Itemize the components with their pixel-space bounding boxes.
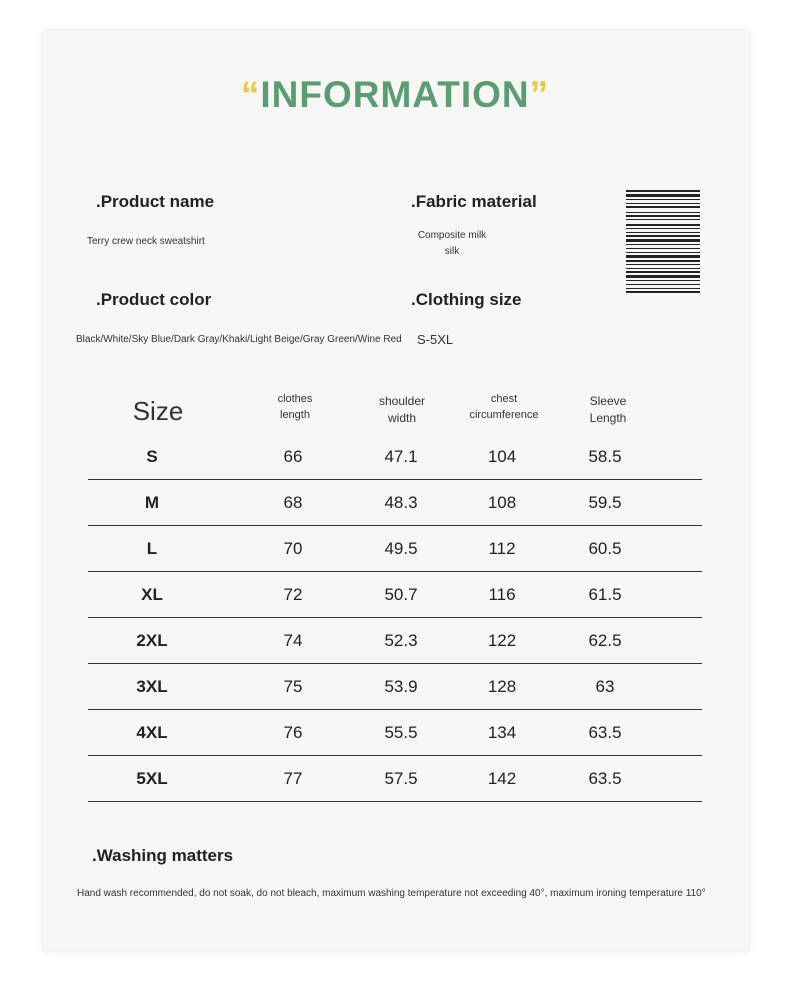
header-shoulder-width	[362, 393, 442, 427]
barcode-bar	[626, 248, 700, 249]
cell-chest: 122	[432, 618, 572, 664]
table-row	[88, 618, 702, 664]
cell-spacer	[638, 480, 702, 526]
title-text: INFORMATION	[260, 74, 530, 115]
title-open-quote: “	[240, 74, 261, 115]
cell-chest: 104	[432, 434, 572, 480]
barcode-bar	[626, 203, 700, 204]
barcode-bar	[626, 206, 700, 208]
header-clothes-length-1: clothes	[277, 393, 313, 405]
barcode-image	[626, 190, 700, 344]
fabric-material-line2: silk	[444, 246, 460, 257]
cell-clothes-length: 70	[216, 526, 370, 572]
cell-size: 4XL	[88, 710, 216, 756]
cell-spacer	[638, 618, 702, 664]
header-clothes-length	[255, 391, 335, 423]
cell-size: 2XL	[88, 618, 216, 664]
cell-shoulder-width: 50.7	[370, 572, 432, 618]
cell-shoulder-width: 57.5	[370, 756, 432, 802]
cell-sleeve-length: 60.5	[572, 526, 638, 572]
cell-spacer	[638, 710, 702, 756]
product-color-label: .Product color	[96, 290, 212, 309]
header-shoulder-width-2: width	[387, 411, 416, 425]
barcode-bar	[626, 291, 700, 293]
cell-sleeve-length: 58.5	[572, 434, 638, 480]
barcode-bar	[626, 271, 700, 273]
product-name-label: .Product name	[96, 192, 215, 211]
barcode-bar	[626, 252, 700, 253]
header-chest-circumference	[459, 391, 549, 423]
barcode-bar	[626, 212, 700, 213]
header-chest-circumference-1: chest	[490, 393, 518, 405]
barcode-bar	[626, 260, 700, 262]
washing-label: .Washing matters	[92, 846, 234, 865]
header-sleeve-length-2: Length	[589, 411, 627, 425]
cell-shoulder-width: 55.5	[370, 710, 432, 756]
header-clothes-length-2: length	[280, 409, 310, 421]
barcode-bar	[626, 288, 700, 289]
cell-size: S	[88, 434, 216, 480]
header-size: Size	[132, 396, 184, 426]
cell-spacer	[638, 664, 702, 710]
table-row	[88, 480, 702, 526]
cell-chest: 134	[432, 710, 572, 756]
product-color-value: Black/White/Sky Blue/Dark Gray/Khaki/Light Beige/Gray Green/Wine Red	[76, 334, 402, 345]
cell-chest: 112	[432, 526, 572, 572]
cell-chest: 116	[432, 572, 572, 618]
cell-sleeve-length: 63	[572, 664, 638, 710]
cell-shoulder-width: 52.3	[370, 618, 432, 664]
cell-chest: 128	[432, 664, 572, 710]
barcode-bar	[626, 280, 700, 281]
cell-clothes-length: 74	[216, 618, 370, 664]
cell-shoulder-width: 49.5	[370, 526, 432, 572]
header-sleeve-length-1: Sleeve	[589, 394, 627, 408]
cell-shoulder-width: 53.9	[370, 664, 432, 710]
cell-clothes-length: 76	[216, 710, 370, 756]
barcode-bar	[626, 219, 700, 220]
cell-spacer	[638, 572, 702, 618]
table-row	[88, 526, 702, 572]
barcode-bar	[626, 275, 700, 278]
clothing-size-value: S-5XL	[417, 332, 454, 347]
barcode-bar	[626, 215, 700, 217]
cell-sleeve-length: 61.5	[572, 572, 638, 618]
barcode-bar	[626, 284, 700, 285]
cell-spacer	[638, 526, 702, 572]
barcode-bar	[626, 235, 700, 237]
cell-sleeve-length: 63.5	[572, 710, 638, 756]
table-row	[88, 572, 702, 618]
table-row	[88, 756, 702, 802]
table-row	[88, 710, 702, 756]
fabric-material-line1: Composite milk	[417, 230, 487, 241]
washing-text: Hand wash recommended, do not soak, do not bleach, maximum washing temperature not exceeding 40°, maximum ironing temperature 110°	[77, 888, 706, 899]
product-name-value: Terry crew neck sweatshirt	[87, 236, 205, 247]
title-close-quote: ”	[529, 74, 550, 115]
header-sleeve-length	[568, 393, 648, 427]
cell-chest: 108	[432, 480, 572, 526]
cell-size: L	[88, 526, 216, 572]
barcode-bar	[626, 239, 700, 242]
cell-clothes-length: 72	[216, 572, 370, 618]
barcode-bar	[626, 199, 700, 200]
barcode-bar	[626, 232, 700, 233]
cell-size: M	[88, 480, 216, 526]
cell-spacer	[638, 434, 702, 480]
barcode-bar	[626, 268, 700, 269]
barcode-bar	[626, 224, 700, 226]
table-row	[88, 664, 702, 710]
cell-size: 3XL	[88, 664, 216, 710]
barcode-bar	[626, 194, 700, 197]
fabric-material-label: .Fabric material	[411, 192, 537, 211]
header-chest-circumference-2: circumference	[469, 409, 539, 421]
cell-shoulder-width: 47.1	[370, 434, 432, 480]
barcode-bar	[626, 228, 700, 229]
cell-chest: 142	[432, 756, 572, 802]
page-title	[0, 74, 790, 116]
cell-shoulder-width: 48.3	[370, 480, 432, 526]
header-shoulder-width-1: shoulder	[378, 394, 426, 408]
barcode-bar	[626, 255, 700, 258]
barcode-bar	[626, 264, 700, 265]
cell-size: XL	[88, 572, 216, 618]
cell-clothes-length: 68	[216, 480, 370, 526]
fabric-material-value	[410, 228, 494, 260]
size-table	[88, 434, 702, 802]
clothing-size-label: .Clothing size	[411, 290, 522, 309]
table-row	[88, 434, 702, 480]
cell-clothes-length: 75	[216, 664, 370, 710]
cell-size: 5XL	[88, 756, 216, 802]
cell-clothes-length: 66	[216, 434, 370, 480]
cell-clothes-length: 77	[216, 756, 370, 802]
barcode-bar	[626, 244, 700, 245]
cell-sleeve-length: 59.5	[572, 480, 638, 526]
cell-sleeve-length: 62.5	[572, 618, 638, 664]
cell-spacer	[638, 756, 702, 802]
barcode-bar	[626, 190, 700, 192]
cell-sleeve-length: 63.5	[572, 756, 638, 802]
